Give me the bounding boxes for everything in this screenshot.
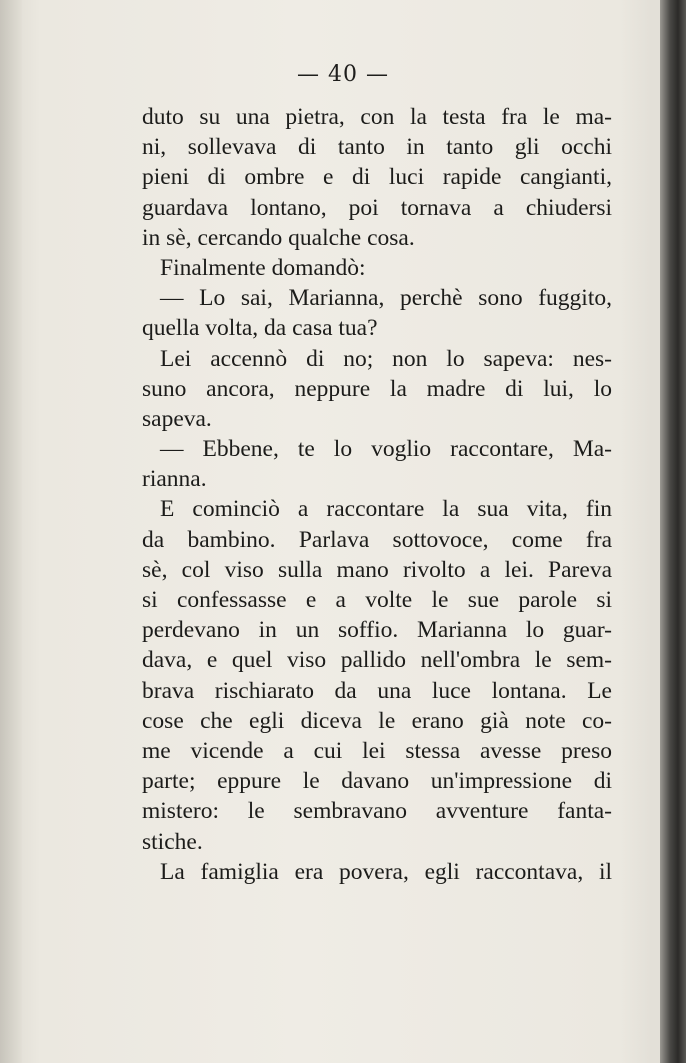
text-line: da bambino. Parlava sottovoce, come fra (142, 526, 612, 553)
text-line: rianna. (142, 466, 207, 493)
text-line: mistero: le sembravano avventure fanta- (142, 798, 612, 825)
text-line: Lei accennò di no; non lo sapeva: nes- (160, 345, 612, 372)
text-line: in sè, cercando qualche cosa. (142, 224, 415, 251)
text-line: — Ebbene, te lo voglio raccontare, Ma- (160, 436, 612, 463)
text-line: sapeva. (142, 405, 212, 432)
text-line: cose che egli diceva le erano già note co- (142, 707, 612, 734)
page-number: — 40 — (297, 62, 389, 87)
text-line: E cominciò a raccontare la sua vita, fin (160, 496, 612, 523)
text-line: Finalmente domandò: (160, 254, 366, 281)
text-line: guardava lontano, poi tornava a chiudersi (142, 194, 612, 221)
text-line: suno ancora, neppure la madre di lui, lo (142, 375, 612, 402)
text-line: sè, col viso sulla mano rivolto a lei. Pareva (142, 556, 612, 583)
text-line: dava, e quel viso pallido nell'ombra le sem- (142, 647, 612, 674)
text-line: — Lo sai, Marianna, perchè sono fuggito, (160, 285, 612, 312)
text-line: ni, sollevava di tanto in tanto gli occhi (142, 134, 612, 161)
text-line: me vicende a cui lei stessa avesse preso (142, 737, 612, 764)
page-edge-shadow (660, 0, 686, 1063)
text-line: parte; eppure le davano un'impressione di (142, 768, 612, 795)
page-gutter-shadow (0, 0, 22, 1063)
text-line: pieni di ombre e di luci rapide cangianti, (142, 164, 612, 191)
text-line: brava rischiarato da una luce lontana. Le (142, 677, 612, 704)
text-line: duto su una pietra, con la testa fra le ma- (142, 104, 612, 130)
text-line: La famiglia era povera, egli raccontava, il (160, 858, 612, 885)
text-line: quella volta, da casa tua? (142, 315, 378, 342)
text-line: perdevano in un soffio. Marianna lo guar- (142, 617, 612, 644)
text-line: stiche. (142, 828, 203, 855)
text-line: si confessasse e a volte le sue parole si (142, 587, 612, 613)
body-text (142, 102, 612, 887)
